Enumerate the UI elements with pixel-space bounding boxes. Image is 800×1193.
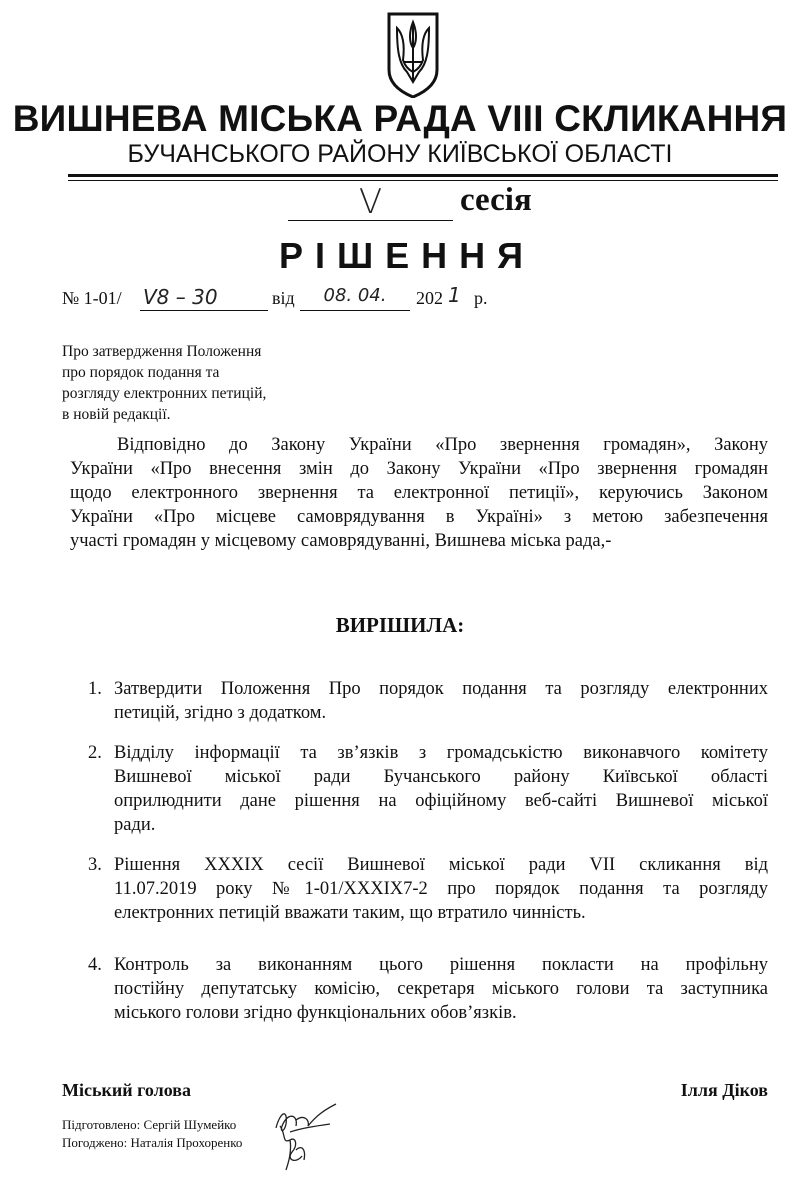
year-prefix: 202 [416,288,443,308]
resolution-item-4 [88,953,768,1025]
item-line: Вишневої міської ради Бучанського району Київської області [114,767,768,787]
item-line: Рішення XXXIX сесії Вишневої міської ради VII скликання від [114,855,768,875]
decision-subject [62,341,322,425]
signatory-title: Міський голова [62,1080,191,1100]
subject-line: в новій редакції. [62,406,171,423]
signatory-name: Ілля Діков [680,1080,768,1100]
decision-number-handwritten: V8 – 30 [140,285,268,311]
agreed-by: Погоджено: Наталія Прохоренко [62,1135,243,1150]
preamble-line: Відповідно до Закону України «Про звернення громадян», Закону [117,435,768,455]
item-line: 11.07.2019 року №1-01/XXXIX7-2 про порядок подання та розгляду [114,879,768,899]
trident-coat-of-arms-icon [383,12,443,98]
district-subtitle: БУЧАНСЬКОГО РАЙОНУ КИЇВСЬКОЇ ОБЛАСТІ [127,140,673,168]
subject-line: розгляду електронних петицій, [62,385,267,402]
item-line: Затвердити Положення Про порядок подання та розгляду електронних [114,679,768,699]
decision-number-prefix: № 1-01/ [62,288,122,308]
item-line: міського голови згідно функціональних обов’язків. [114,1003,517,1023]
preamble-line: України «Про внесення змін до Закону України «Про звернення громадян [70,459,768,479]
item-number: 3. [88,855,102,875]
header-divider-thin [68,180,778,181]
item-number: 1. [88,679,102,699]
date-label: від [272,288,295,308]
item-line: постійну депутатську комісію, секретаря міського голови та заступника [114,979,768,999]
item-line: Відділу інформації та зв’язків з громадськістю виконавчого комітету [114,743,768,763]
council-title: ВИШНЕВА МІСЬКА РАДА VIII СКЛИКАННЯ [12,98,788,139]
subject-line: про порядок подання та [62,364,220,381]
resolution-item-1 [88,677,768,725]
header-divider-thick [68,174,778,177]
resolved-heading: ВИРІШИЛА: [335,613,465,637]
item-line: ради. [114,815,156,835]
year-digit-handwritten: 1 [448,283,461,307]
item-line: Контроль за виконанням цього рішення покласти на профільну [114,955,768,975]
session-number: V [358,182,383,222]
session-label: сесія [460,182,532,218]
preamble-line: України «Про місцеве самоврядування в Україні» з метою забезпечення [70,507,768,527]
resolution-item-2 [88,741,768,837]
item-line: електронних петицій вважати таким, що втратило чинність. [114,903,586,923]
item-number: 2. [88,743,102,763]
decision-date-handwritten: 08. 04. [300,285,410,311]
item-number: 4. [88,955,102,975]
year-suffix: р. [474,288,488,308]
handwritten-signature-icon [272,1120,312,1172]
preamble-line: щодо електронного звернення та електронної петиції», керуючись Законом [70,483,768,503]
preamble-line: участі громадян у місцевому самоврядуванні, Вишнева міська рада,- [70,531,612,551]
resolution-item-3 [88,853,768,925]
subject-line: Про затвердження Положення [62,343,262,360]
prepared-by: Підготовлено: Сергій Шумейко [62,1117,237,1132]
preamble-paragraph [70,433,768,553]
item-line: петицій, згідно з додатком. [114,703,327,723]
item-line: оприлюднити дане рішення на офіційному веб-сайті Вишневої міської [114,791,768,811]
decision-title: РІШЕННЯ [278,235,536,276]
